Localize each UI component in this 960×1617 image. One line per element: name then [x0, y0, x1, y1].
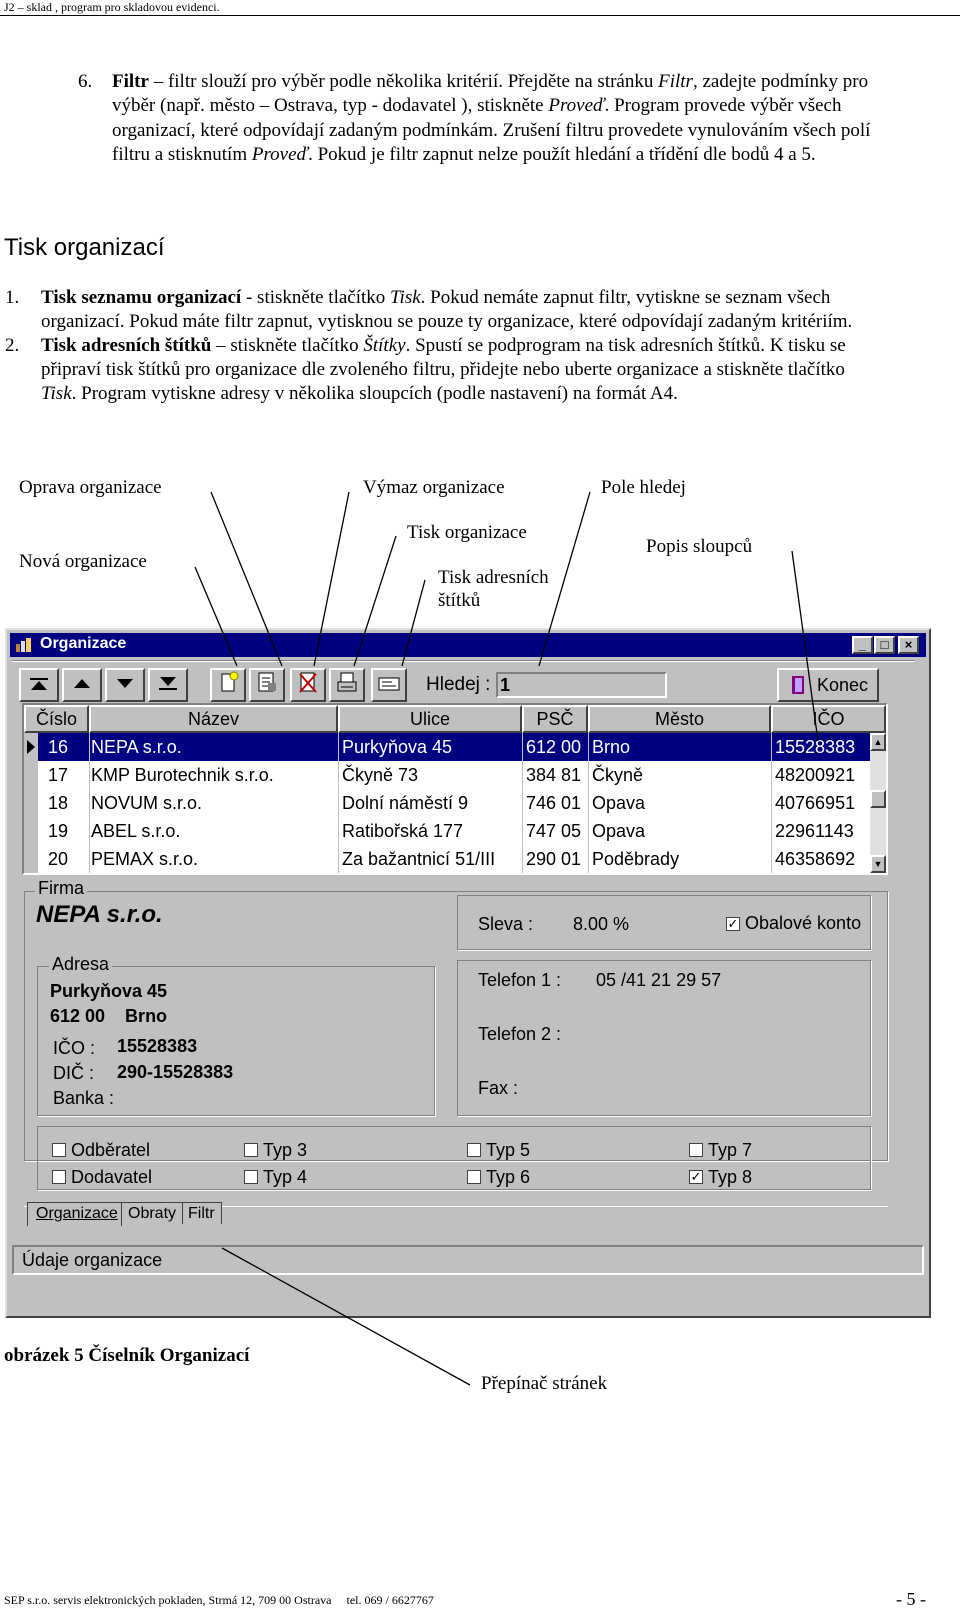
table-cell: 290 01 [526, 849, 582, 869]
first-record-icon [24, 670, 54, 696]
table-cell: 612 00 [526, 737, 582, 757]
column-header-ico[interactable]: IČO [771, 705, 886, 733]
address-zip-city: 612 00 Brno [50, 1006, 168, 1026]
column-separator [588, 817, 589, 845]
dic-value: 290-15528383 [117, 1062, 234, 1082]
current-row-pointer-icon [24, 733, 38, 761]
item-6-line-3: organizací, které odpovídají zadaným podmínkám. Zrušení filtru provedete vynulováním všech polí [112, 120, 871, 141]
telefon-1-label: Telefon 1 : [478, 970, 562, 990]
prev-record-icon [67, 670, 97, 696]
type-checkbox-label: Typ 3 [263, 1140, 308, 1160]
column-separator [771, 817, 772, 845]
table-row[interactable] [38, 733, 870, 761]
tisk-item-1-line-1 [41, 286, 830, 311]
exit-door-icon [789, 672, 809, 698]
status-text: Údaje organizace [22, 1250, 163, 1270]
grid-scrollbar[interactable] [870, 733, 886, 873]
tisk-item-2-line-1 [41, 334, 846, 359]
table-cell: Brno [592, 737, 631, 757]
item-6-text: – filtr slouží pro výběr podle několika kritérií. Přejděte na stránku [148, 71, 659, 92]
column-separator [522, 761, 523, 789]
table-cell: PEMAX s.r.o. [91, 849, 199, 869]
tab-filtr[interactable] [182, 1202, 222, 1224]
callout-stitky-1: Tisk adresních [438, 567, 549, 588]
tisk-item-1-text-b: . Pokud nemáte zapnut filtr, vytiskne se seznam všech [420, 287, 831, 308]
table-cell: 40766951 [775, 793, 856, 813]
table-cell: Čkyně 73 [342, 765, 419, 785]
last-record-button[interactable] [148, 668, 188, 702]
next-record-icon [110, 670, 140, 696]
tisk-item-2-text-a: – stiskněte tlačítko [211, 335, 364, 356]
first-record-button[interactable] [19, 668, 59, 702]
tisk-list [5, 286, 955, 406]
scroll-thumb[interactable] [870, 790, 886, 808]
minimize-button[interactable]: _ [852, 636, 873, 654]
type-checkbox-label: Typ 5 [486, 1140, 531, 1160]
column-separator [522, 789, 523, 817]
column-header-mesto[interactable]: Město [588, 705, 771, 733]
callout-nova: Nová organizace [19, 551, 147, 572]
type-checkbox[interactable] [467, 1143, 481, 1157]
type-checkbox[interactable] [689, 1143, 703, 1157]
dic-label: DIČ : [53, 1063, 95, 1083]
tisk-item-2-stitky: Štítky [363, 335, 406, 356]
tisk-item-2-text-b: . Spustí se podprogram na tisk adresních štítků. K tisku se [405, 335, 846, 356]
sleva-label: Sleva : [478, 914, 534, 934]
item-6-line-2 [112, 94, 842, 119]
type-checkbox-label: Typ 7 [708, 1140, 753, 1160]
firma-group-label: Firma [35, 878, 87, 899]
item-6-filtr: Filtr [658, 71, 693, 92]
item-6-l4b: . Pokud je filtr zapnut nelze použít hledání a třídění dle bodů 4 a 5. [308, 144, 816, 165]
callout-vymaz: Výmaz organizace [363, 477, 505, 498]
adresa-group-label: Adresa [49, 954, 112, 975]
tisk-item-1-text-a: - stiskněte tlačítko [241, 287, 391, 308]
column-separator [338, 845, 339, 873]
column-header-ulice[interactable]: Ulice [338, 705, 522, 733]
table-cell: NOVUM s.r.o. [91, 793, 203, 813]
column-separator [771, 733, 772, 761]
table-cell: 18 [48, 793, 69, 813]
callout-prepinac: Přepínač stránek [481, 1373, 608, 1394]
organizations-grid [22, 703, 888, 875]
telefon-2-label: Telefon 2 : [478, 1024, 562, 1044]
window-title: Organizace [40, 635, 127, 652]
print-labels-button[interactable] [371, 668, 407, 702]
table-cell: 15528383 [775, 737, 856, 757]
status-bar [12, 1245, 924, 1275]
title-bar [10, 633, 926, 657]
table-cell: Za bažantnicí 51/III [342, 849, 496, 869]
tab-organizace[interactable] [27, 1202, 122, 1226]
obalove-konto-label: Obalové konto [745, 913, 862, 933]
table-cell: 19 [48, 821, 69, 841]
callout-tisk-organizace: Tisk organizace [407, 522, 527, 543]
table-row[interactable] [38, 845, 870, 873]
table-row[interactable] [38, 817, 870, 845]
tisk-item-1-line-2: organizací. Pokud máte filtr zapnut, vytisknou se pouze ty organizace, které odpovídají zadaným kritériím. [41, 311, 853, 332]
table-cell: Čkyně [592, 765, 644, 785]
table-cell: NEPA s.r.o. [91, 737, 182, 757]
column-separator [522, 845, 523, 873]
ico-label: IČO : [53, 1038, 96, 1058]
type-checkbox[interactable]: ✓ [690, 1169, 702, 1184]
item-6-l4a: filtru a stisknutím [112, 144, 252, 165]
organizace-window [5, 628, 931, 1318]
column-header-cislo[interactable]: Číslo [24, 705, 89, 733]
column-separator [338, 761, 339, 789]
hledej-value: 1 [500, 675, 511, 695]
tab-obraty-label: Obraty [128, 1205, 177, 1222]
obalove-konto-checkbox[interactable]: ✓ [727, 916, 739, 931]
table-cell: 22961143 [775, 821, 854, 841]
column-separator [771, 789, 772, 817]
delete-organization-button[interactable] [290, 668, 326, 702]
label-icon [376, 670, 402, 696]
section-heading: Tisk organizací [4, 234, 165, 261]
item-6-number: 6. [78, 71, 93, 92]
tisk-item-2-line-3 [41, 382, 678, 407]
print-organizations-button[interactable] [329, 668, 365, 702]
hledej-input[interactable] [496, 672, 667, 698]
item-6-text-2: , zadejte podmínky pro [692, 71, 869, 92]
document-header: J2 – sklad , program pro skladovou evidenci. [4, 0, 220, 14]
table-cell: KMP Burotechnik s.r.o. [91, 765, 274, 785]
tisk-item-2-tisk: Tisk [41, 383, 72, 404]
konec-button[interactable] [777, 668, 879, 702]
close-button[interactable]: × [898, 636, 919, 654]
table-cell: Ratibořská 177 [342, 821, 464, 841]
table-cell: ABEL s.r.o. [91, 821, 181, 841]
scroll-up-button[interactable]: ▲ [870, 733, 886, 751]
next-record-button[interactable] [105, 668, 145, 702]
prev-record-button[interactable] [62, 668, 102, 702]
table-cell: Dolní náměstí 9 [342, 793, 469, 813]
tisk-item-1-title: Tisk seznamu organizací [41, 287, 242, 308]
table-cell: 48200921 [775, 765, 856, 785]
hledej-label: Hledej : [426, 674, 491, 695]
column-separator [522, 733, 523, 761]
column-separator [588, 733, 589, 761]
table-cell: 746 01 [526, 793, 582, 813]
edit-document-icon [254, 670, 280, 696]
new-organization-button[interactable] [210, 668, 246, 702]
header-rule [0, 15, 960, 16]
table-cell: 46358692 [775, 849, 856, 869]
sleva-value: 8.00 % [573, 914, 630, 934]
item-6-proved-2: Proveď [251, 144, 309, 165]
printer-icon [334, 670, 360, 696]
column-separator [89, 845, 90, 873]
item-6-title: Filtr [112, 71, 149, 92]
tab-obraty[interactable] [121, 1202, 183, 1224]
firma-name: NEPA s.r.o. [36, 901, 163, 928]
column-separator [89, 789, 90, 817]
callout-pole-hledej: Pole hledej [601, 477, 686, 498]
page-number: - 5 - [896, 1589, 926, 1609]
figure-caption: obrázek 5 Číselník Organizací [4, 1345, 250, 1366]
table-cell: Poděbrady [592, 849, 680, 869]
column-separator [522, 817, 523, 845]
table-cell: 17 [48, 765, 69, 785]
tisk-item-2-title: Tisk adresních štítků [41, 335, 212, 356]
column-header-nazev[interactable]: Název [89, 705, 338, 733]
type-checkbox[interactable] [52, 1170, 66, 1184]
item-6-l2b: . Program provede výběr všech [604, 95, 842, 116]
type-checkbox-label: Typ 6 [486, 1167, 531, 1187]
table-cell: Opava [592, 793, 646, 813]
item-6-proved: Proveď [548, 95, 605, 116]
tisk-item-1-number: 1. [5, 287, 20, 308]
item-6-line-1 [112, 70, 868, 95]
type-checkbox[interactable] [244, 1170, 258, 1184]
tab-filtr-label: Filtr [188, 1205, 215, 1222]
type-checkbox-label: Typ 8 [708, 1167, 753, 1187]
tab-organizace-label: Organizace [36, 1205, 118, 1222]
last-record-icon [153, 670, 183, 696]
table-cell: 20 [48, 849, 69, 869]
callout-stitky-2: štítků [438, 590, 481, 611]
page-footer: SEP s.r.o. servis elektronických pokladen, Strmá 12, 709 00 Ostrava tel. 069 / 6627767 [4, 1593, 434, 1607]
column-separator [89, 761, 90, 789]
address-street: Purkyňova 45 [50, 981, 168, 1001]
scroll-down-button[interactable]: ▼ [870, 855, 886, 873]
tisk-item-2-text-d: . Program vytiskne adresy v několika sloupcích (podle nastavení) na formát A4. [71, 383, 678, 404]
column-separator [588, 845, 589, 873]
tisk-item-2-line-2: připraví tisk štítků pro organizace dle zvoleného filtru, přidejte nebo uberte organizace a stiskněte tlačítko [41, 359, 845, 380]
maximize-button[interactable]: □ [874, 636, 895, 654]
tisk-item-2-number: 2. [5, 335, 20, 356]
callout-oprava: Oprava organizace [19, 477, 162, 498]
column-separator [771, 761, 772, 789]
column-separator [588, 761, 589, 789]
column-separator [89, 733, 90, 761]
column-header-psc[interactable]: PSČ [522, 705, 588, 733]
telefon-1-value: 05 /41 21 29 57 [596, 970, 722, 990]
table-row[interactable] [38, 789, 870, 817]
new-document-icon [215, 670, 241, 696]
item-6-l2a: výběr (např. město – Ostrava, typ - dodavatel ), stiskněte [112, 95, 549, 116]
table-cell: Purkyňova 45 [342, 737, 453, 757]
callout-popis-sloupcu: Popis sloupců [646, 536, 753, 557]
type-checkbox[interactable] [52, 1143, 66, 1157]
table-row[interactable] [38, 761, 870, 789]
table-cell: 747 05 [526, 821, 582, 841]
tisk-item-1-tisk: Tisk [390, 287, 421, 308]
table-cell: 16 [48, 737, 69, 757]
delete-document-icon [295, 670, 321, 696]
item-6-line-4 [112, 143, 816, 168]
edit-organization-button[interactable] [249, 668, 285, 702]
type-checkbox-label: Typ 4 [263, 1167, 308, 1187]
toolbar-separator [12, 660, 914, 662]
table-cell: 384 81 [526, 765, 582, 785]
fax-label: Fax : [478, 1078, 519, 1098]
table-cell: Opava [592, 821, 646, 841]
column-separator [338, 789, 339, 817]
ico-value: 15528383 [117, 1036, 198, 1056]
column-separator [89, 817, 90, 845]
column-separator [771, 845, 772, 873]
column-separator [338, 817, 339, 845]
type-checkbox-label: Dodavatel [71, 1167, 153, 1187]
column-separator [588, 789, 589, 817]
type-checkbox-label: Odběratel [71, 1140, 151, 1160]
banka-label: Banka : [53, 1088, 115, 1108]
konec-label: Konec [817, 675, 869, 695]
column-separator [338, 733, 339, 761]
type-checkbox[interactable] [244, 1143, 258, 1157]
type-checkbox[interactable] [467, 1170, 481, 1184]
row-indicator-column [24, 733, 38, 873]
app-icon [16, 638, 32, 652]
